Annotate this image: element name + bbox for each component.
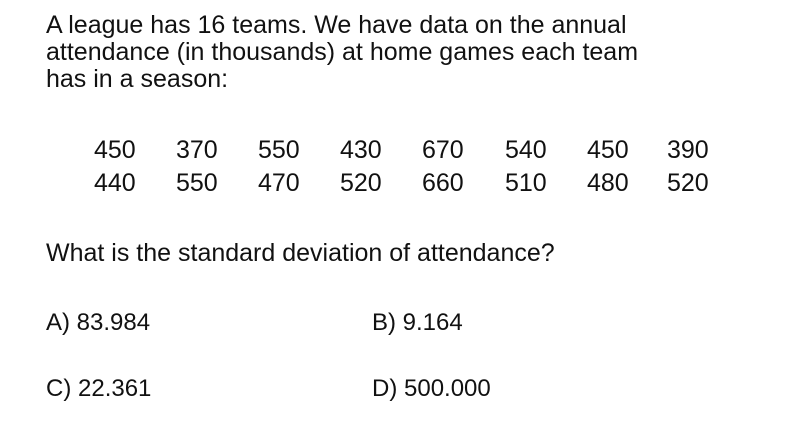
data-cell: 550 [258,136,300,164]
question-text: What is the standard deviation of attendance? [46,239,555,267]
problem-statement [46,12,746,93]
data-cell: 370 [176,136,218,164]
data-cell: 450 [94,136,136,164]
problem-line: A league has 16 teams. We have data on the annual [46,11,627,39]
answer-option-c[interactable]: C) 22.361 [46,375,152,402]
data-cell: 520 [667,169,709,197]
data-cell: 450 [587,136,629,164]
answer-option-a[interactable]: A) 83.984 [46,309,151,336]
data-cell: 660 [422,169,464,197]
answer-option-b[interactable]: B) 9.164 [372,309,463,336]
data-cell: 670 [422,136,464,164]
data-cell: 540 [505,136,547,164]
data-cell: 480 [587,169,629,197]
answer-option-d[interactable]: D) 500.000 [372,375,491,402]
data-cell: 520 [340,169,382,197]
data-cell: 510 [505,169,547,197]
data-row [94,134,727,167]
data-cell: 440 [94,169,136,197]
data-cell: 430 [340,136,382,164]
data-row [94,167,727,200]
data-cell: 550 [176,169,218,197]
problem-line: has in a season: [46,65,229,93]
attendance-data-table [94,134,727,200]
data-cell: 470 [258,169,300,197]
data-cell: 390 [667,136,709,164]
problem-line: attendance (in thousands) at home games each team [46,38,639,66]
